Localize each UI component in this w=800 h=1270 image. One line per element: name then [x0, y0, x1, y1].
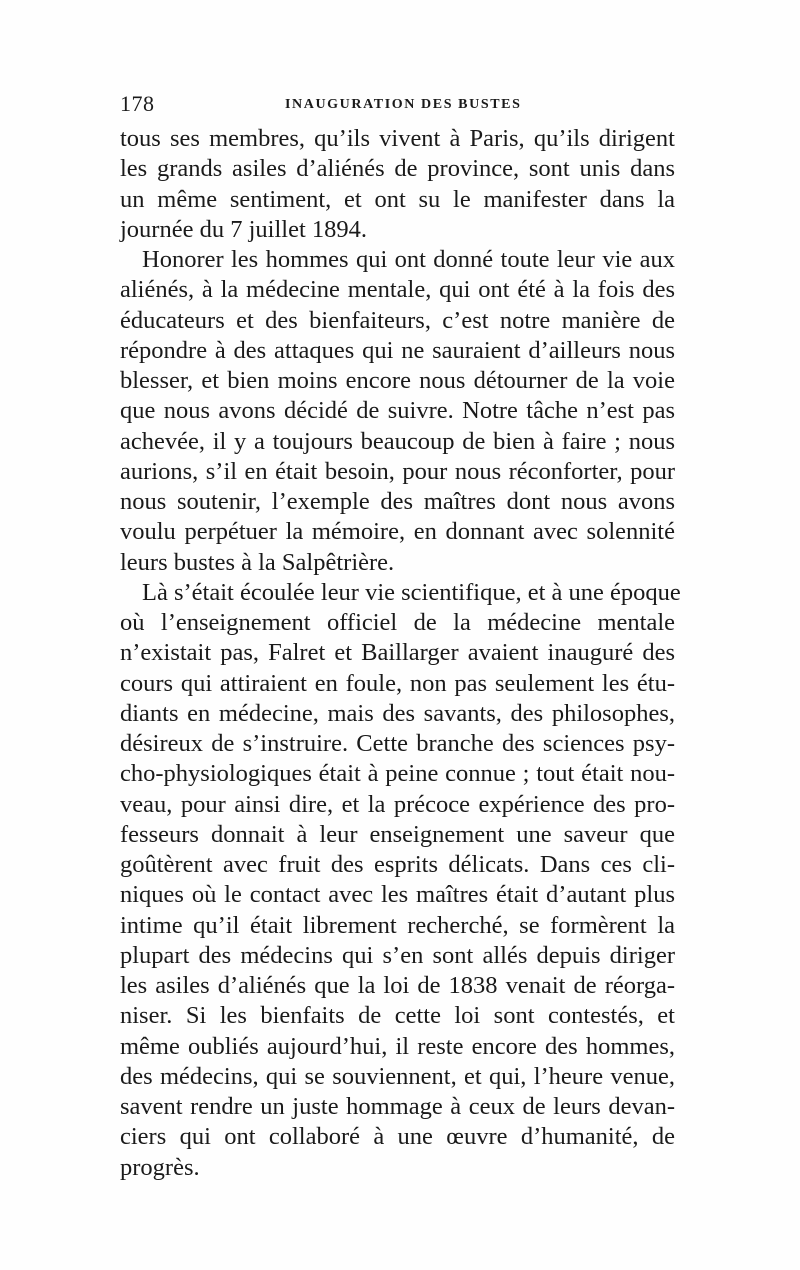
text-line: répondre à des attaques qui ne sauraient d’ailleurs nous [120, 336, 675, 364]
text-line: des médecins, qui se souviennent, et qui, l’heure venue, [120, 1062, 675, 1090]
text-line: blesser, et bien moins encore nous détourner de la voie [120, 367, 675, 394]
text-line: achevée, il y a toujours beaucoup de bien à faire ; nous [120, 427, 675, 455]
text-line: éducateurs et des bienfaiteurs, c’est notre manière de [120, 306, 675, 334]
text-line: où l’enseignement officiel de la médecine mentale [120, 609, 675, 636]
text-line: les asiles d’aliénés que la loi de 1838 venait de réorga- [120, 972, 675, 999]
text-line: savent rendre un juste hommage à ceux de leurs devan- [120, 1093, 675, 1120]
text-line: aurions, s’il en était besoin, pour nous réconforter, pour [120, 457, 675, 485]
text-line: diants en médecine, mais des savants, des philosophes, [120, 699, 675, 727]
text-line: même oubliés aujourd’hui, il reste encore des hommes, [120, 1032, 675, 1060]
text-line: journée du 7 juillet 1894. [120, 215, 367, 243]
text-line: niques où le contact avec les maîtres était d’autant plus [120, 881, 675, 909]
text-line: Honorer les hommes qui ont donné toute leur vie aux [142, 246, 675, 273]
text-line: ciers qui ont collaboré à une œuvre d’humanité, de [120, 1123, 675, 1151]
text-line: aliénés, à la médecine mentale, qui ont été à la fois des [120, 276, 675, 304]
text-line: fesseurs donnait à leur enseignement une saveur que [120, 820, 675, 848]
text-line: voulu perpétuer la mémoire, en donnant avec solennité [120, 518, 675, 546]
text-line: un même sentiment, et ont su le manifester dans la [120, 185, 675, 213]
page-body [120, 124, 681, 1183]
text-line: intime qu’il était librement recherché, se formèrent la [120, 911, 675, 939]
running-head: INAUGURATION DES BUSTES [285, 97, 522, 112]
text-line: niser. Si les bienfaits de cette loi sont contestés, et [120, 1002, 675, 1030]
text-line: n’existait pas, Falret et Baillarger avaient inauguré des [120, 639, 675, 667]
text-line: désireux de s’instruire. Cette branche des sciences psy- [120, 730, 675, 757]
text-line: plupart des médecins qui s’en sont allés depuis diriger [120, 941, 675, 969]
text-line: Là s’était écoulée leur vie scientifique, et à une époque [142, 578, 681, 606]
text-line: cours qui attiraient en foule, non pas seulement les étu- [120, 669, 675, 697]
text-line: goûtèrent avec fruit des esprits délicats. Dans ces cli- [120, 851, 675, 878]
text-line: cho-physiologiques était à peine connue ; tout était nou- [120, 760, 675, 788]
text-line: que nous avons décidé de suivre. Notre tâche n’est pas [120, 397, 675, 425]
page-header [120, 90, 678, 120]
text-line: progrès. [120, 1153, 200, 1181]
text-line: nous soutenir, l’exemple des maîtres dont nous avons [120, 488, 675, 515]
text-line: les grands asiles d’aliénés de province, sont unis dans [120, 155, 675, 183]
page-number: 178 [120, 91, 155, 116]
text-line: tous ses membres, qu’ils vivent à Paris, qu’ils dirigent [120, 125, 675, 152]
text-line: veau, pour ainsi dire, et la précoce expérience des pro- [120, 790, 675, 818]
text-line: leurs bustes à la Salpêtrière. [120, 548, 395, 576]
